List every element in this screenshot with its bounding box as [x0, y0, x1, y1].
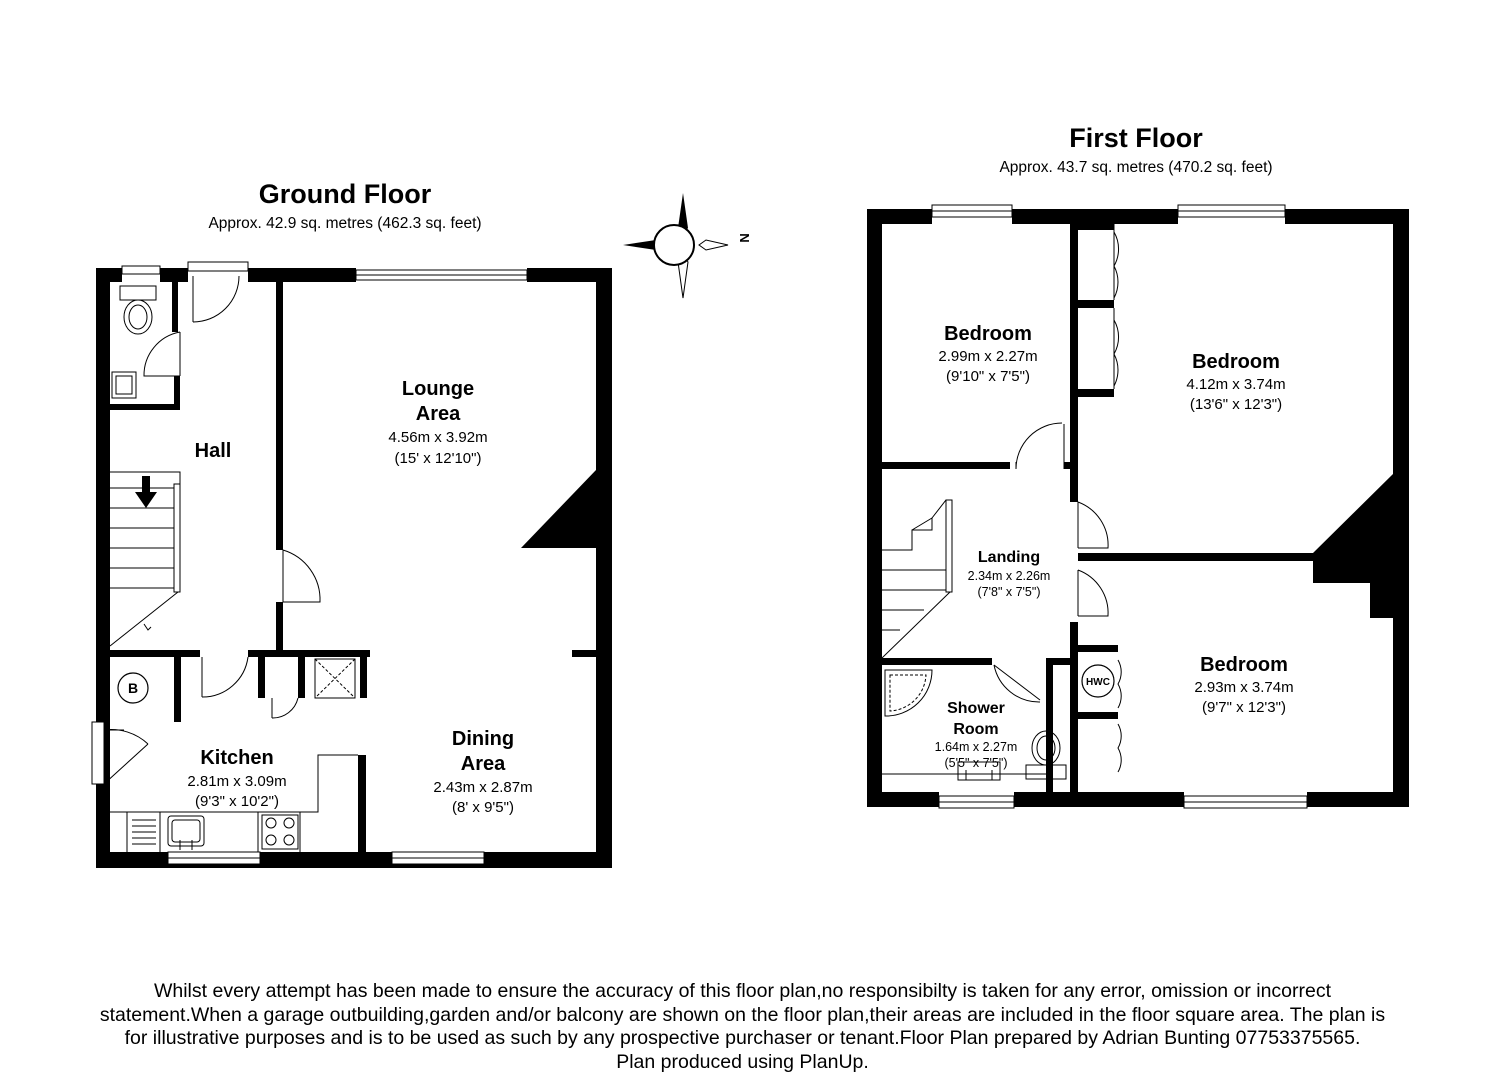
kitchen-metric: 2.81m x 3.09m [187, 773, 287, 790]
dining-label-line1: Dining [451, 728, 515, 750]
boiler-label: B [127, 680, 139, 696]
bedroom2-label: Bedroom [1192, 351, 1280, 373]
landing-label: Landing [977, 549, 1041, 566]
kitchen-hob-icon [262, 815, 298, 849]
ground-floor-doors [104, 276, 320, 784]
dining-metric: 2.43m x 2.87m [433, 779, 533, 796]
bedroom1-label: Bedroom [944, 323, 1032, 345]
kitchen-imperial: (9'3" x 10'2") [195, 793, 279, 810]
bedroom3-label: Bedroom [1200, 654, 1288, 676]
first-floor-stairs [882, 500, 952, 658]
bedroom1-imperial: (9'10" x 7'5") [946, 368, 1030, 385]
stairs-down-arrow-icon [135, 476, 157, 508]
bedroom2-metric: 4.12m x 3.74m [1186, 376, 1286, 393]
kitchen-drainer-icon [132, 820, 156, 844]
first-floor-plan [867, 123, 1409, 808]
kitchen-sink-icon [168, 816, 204, 850]
bedroom2-imperial: (13'6" x 12'3") [1189, 396, 1283, 413]
compass-label: N [737, 233, 752, 243]
first-floor-walls [867, 209, 1409, 807]
dining-imperial: (8' x 9'5") [452, 799, 514, 816]
bedroom1-metric: 2.99m x 2.27m [938, 348, 1038, 365]
landing-imperial: (7'8" x 7'5") [977, 585, 1041, 599]
bedroom3-imperial: (9'7" x 12'3") [1202, 699, 1286, 716]
wc-toilet-icon [120, 286, 156, 334]
disclaimer-line: Whilst every attempt has been made to ensure the accuracy of this floor plan,no responsibilty is taken for any error, omission or incorrect [153, 980, 1332, 1002]
disclaimer-text [20, 980, 1465, 1074]
ground-floor-area: Approx. 42.9 sq. metres (462.3 sq. feet) [208, 215, 482, 232]
hwc-label: HWC [1086, 677, 1110, 688]
cupboard-icon [315, 659, 355, 698]
lounge-metric: 4.56m x 3.92m [388, 429, 488, 446]
hall-label: Hall [194, 440, 232, 462]
shower-room-metric: 1.64m x 2.27m [934, 740, 1018, 754]
disclaimer-line: Plan produced using PlanUp. [616, 1050, 869, 1073]
lounge-imperial: (15' x 12'10") [394, 450, 482, 467]
shower-tray-icon [885, 670, 932, 716]
wc-basin-icon [112, 372, 136, 398]
ground-floor-title: Ground Floor [258, 179, 432, 209]
ground-floor-plan [92, 179, 612, 868]
landing-metric: 2.34m x 2.26m [967, 569, 1051, 583]
shower-room-imperial: (5'5" x 7'5") [944, 756, 1008, 770]
disclaimer-line: for illustrative purposes and is to be used as such by any prospective purchaser or tenant.Floor Plan prepared by Adrian Bunting 07753375565. [124, 1027, 1361, 1049]
lounge-label-line2: Area [415, 403, 461, 425]
first-floor-windows [932, 205, 1307, 808]
dining-label-line2: Area [460, 753, 506, 775]
first-floor-area: Approx. 43.7 sq. metres (470.2 sq. feet) [999, 159, 1273, 176]
boiler-icon [118, 673, 148, 703]
first-floor-title: First Floor [1069, 123, 1203, 153]
compass-north-icon [623, 193, 752, 298]
lounge-label-line1: Lounge [401, 378, 475, 400]
hot-water-cylinder-icon [1082, 665, 1114, 697]
shower-room-label-line2: Room [953, 721, 999, 738]
shower-room-label-line1: Shower [947, 700, 1005, 717]
disclaimer-line: statement.When a garage outbuilding,garden and/or balcony are shown on the floor plan,their areas are included in the floor square area. The plan is [99, 1003, 1386, 1026]
bedroom3-metric: 2.93m x 3.74m [1194, 679, 1294, 696]
kitchen-label: Kitchen [200, 747, 274, 769]
